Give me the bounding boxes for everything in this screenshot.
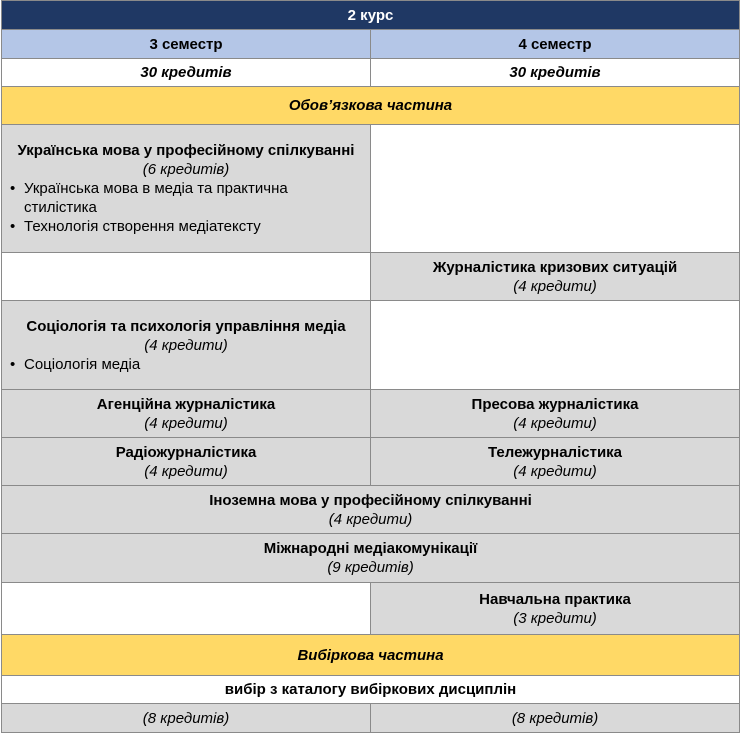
module-list: [8, 355, 364, 374]
course-credits: (4 кредити): [144, 336, 228, 354]
course-credits: (4 кредити): [144, 462, 228, 480]
course-credits: (4 кредити): [144, 414, 228, 432]
course-title: Навчальна практика: [479, 590, 631, 608]
semester-3-credits: 30 кредитів: [2, 59, 371, 87]
course-credits: (6 кредитів): [142, 161, 230, 178]
course-foreign-language: [2, 486, 740, 534]
semester-4-header: 4 семестр: [371, 30, 740, 59]
course-title: Соціологія та психологія управління медіа: [26, 317, 346, 335]
elective-credits-semester-3: (8 кредитів): [2, 704, 371, 733]
module-item: • Соціологія медіа: [8, 355, 364, 374]
course-title: Пресова журналістика: [471, 395, 639, 413]
module-item: • Українська мова в медіа та практична стилістика: [8, 179, 364, 217]
course-radio-journalism: [2, 438, 371, 486]
elective-catalog-note: вибір з каталогу вибіркових дисциплін: [2, 676, 740, 704]
course-credits: (4 кредити): [513, 414, 597, 432]
empty-cell: [2, 583, 371, 635]
course-international-media-communications: [2, 534, 740, 583]
course-ukrainian-language: [2, 125, 371, 253]
course-title: Журналістика кризових ситуацій: [432, 258, 678, 276]
elective-credits-semester-4: (8 кредитів): [371, 704, 740, 733]
course-header: 2 курс: [2, 1, 740, 30]
module-list: [8, 179, 364, 236]
elective-section-header: Вибіркова частина: [2, 635, 740, 676]
course-press-journalism: [371, 390, 740, 438]
course-media-sociology: [2, 301, 371, 390]
course-credits: (9 кредитів): [327, 559, 414, 576]
course-credits: (3 кредити): [513, 609, 597, 627]
empty-cell: [2, 253, 371, 301]
mandatory-section-header: Обов’язкова частина: [2, 87, 740, 125]
semester-3-header: 3 семестр: [2, 30, 371, 59]
course-crisis-journalism: [371, 253, 740, 301]
empty-cell: [371, 125, 740, 253]
course-training-practice: [371, 583, 740, 635]
curriculum-table: [1, 0, 740, 733]
empty-cell: [371, 301, 740, 390]
course-title: Агенційна журналістика: [96, 395, 276, 413]
course-title: Міжнародні медіакомунікації: [263, 540, 478, 557]
course-title: Радіожурналістика: [115, 443, 257, 461]
course-credits: (4 кредити): [513, 462, 597, 480]
course-title: Іноземна мова у професійному спілкуванні: [209, 491, 532, 509]
course-title: Українська мова у професійному спілкуванні: [17, 142, 355, 159]
semester-4-credits: 30 кредитів: [371, 59, 740, 87]
course-title: Тележурналістика: [487, 443, 623, 461]
course-tv-journalism: [371, 438, 740, 486]
course-credits: (4 кредити): [328, 510, 413, 528]
course-agency-journalism: [2, 390, 371, 438]
course-credits: (4 кредити): [513, 277, 597, 295]
module-item: • Технологія створення медіатексту: [8, 217, 364, 236]
